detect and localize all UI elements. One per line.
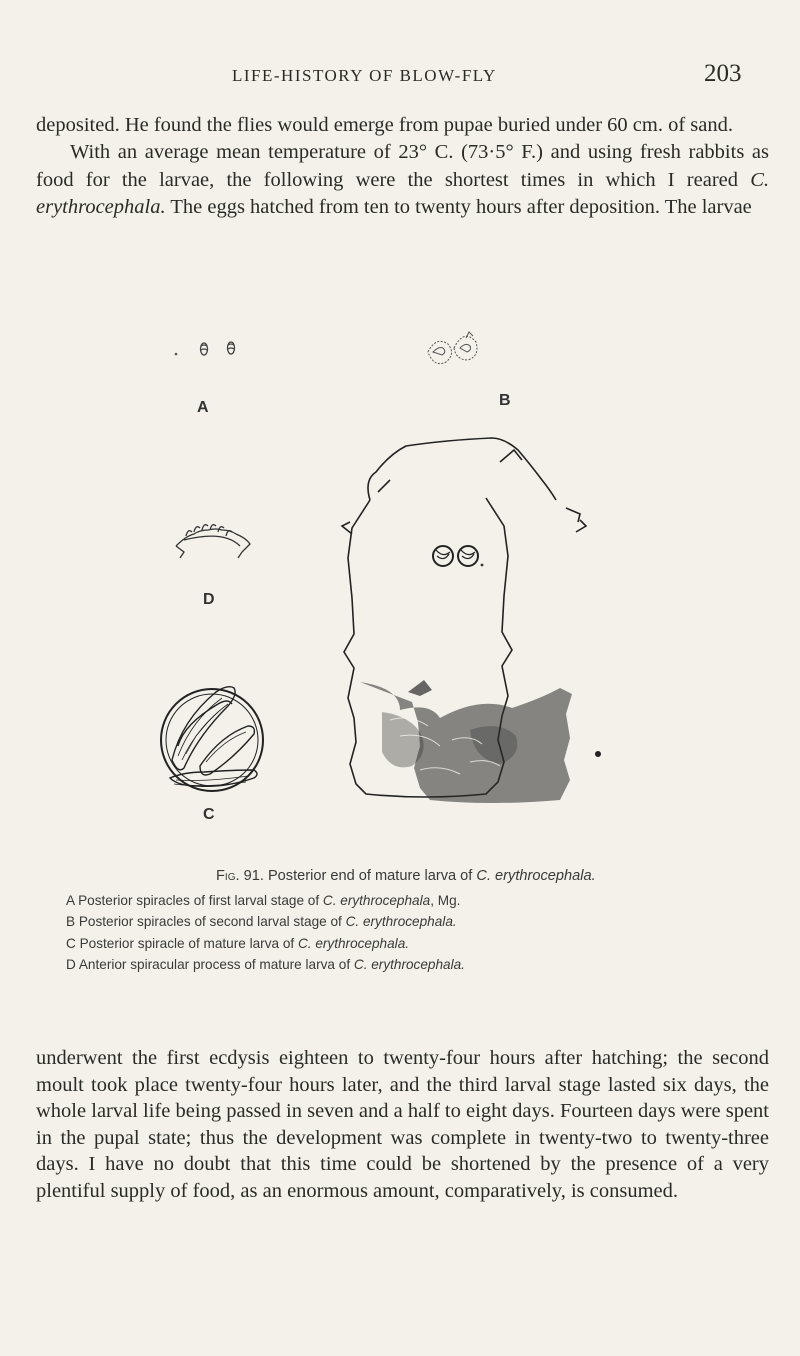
figure-caption-title bbox=[216, 868, 766, 884]
paragraph-top-continued bbox=[36, 139, 769, 221]
figure-caption bbox=[66, 868, 766, 976]
paragraph-bottom: underwent the first ecdysis eighteen to twenty-four hours after hatching; the second moult took place twenty-four hours later, and the third larval stage lasted six days, the whole larval life being passed in seven and a half to eight days. Fourteen days were spent in the pupal state; thus the development was complete in twenty-two to twenty-three days. I have no doubt that this time could be shortened by the presence of a very plentiful supply of food, as an enormous amount, comparatively, is consumed. bbox=[36, 1047, 769, 1202]
paragraph-top-line2-pre: With an average mean temperature of 23° C. (73·5° F.) and using fresh rabbits as food for the larvae, the following were the shortest times in which I reared bbox=[36, 141, 769, 191]
caption-species-d: C. erythrocephala. bbox=[353, 957, 465, 973]
caption-key-a: A bbox=[66, 893, 75, 908]
paragraph-top bbox=[36, 112, 769, 222]
paragraph-top-text bbox=[36, 112, 769, 139]
caption-item-c bbox=[66, 933, 766, 954]
caption-item-a bbox=[66, 890, 766, 911]
anterior-spiracular-process-drawing bbox=[176, 525, 250, 558]
running-head-title: LIFE-HISTORY OF BLOW-FLY bbox=[232, 66, 497, 85]
paragraph-top-species: C. erythrocephala. bbox=[36, 168, 769, 219]
caption-species-c: C. erythrocephala. bbox=[297, 935, 410, 951]
figure-label-b: B bbox=[499, 392, 511, 409]
caption-suffix-a: , Mg. bbox=[430, 893, 461, 908]
figure-caption-text: Posterior end of mature larva of bbox=[267, 868, 477, 884]
figure-label-a: A bbox=[197, 399, 209, 416]
stray-dot bbox=[595, 751, 601, 757]
posterior-spiracle-mature-drawing bbox=[161, 687, 263, 791]
figure-91 bbox=[0, 300, 800, 855]
caption-item-d bbox=[66, 954, 766, 975]
page-number: 203 bbox=[704, 60, 742, 87]
figure-label-c: C bbox=[203, 806, 215, 823]
figure-caption-species: C. erythrocephala. bbox=[476, 868, 596, 884]
caption-text-b: Posterior spiracles of second larval stage of bbox=[78, 914, 346, 930]
caption-key-d: D bbox=[66, 957, 76, 973]
caption-key-b: B bbox=[66, 914, 76, 930]
figure-drawing bbox=[0, 300, 800, 855]
running-head bbox=[0, 60, 800, 96]
figure-number: Fig. 91. bbox=[216, 868, 264, 884]
caption-text-a: Posterior spiracles of first larval stage of bbox=[78, 893, 323, 908]
caption-key-c: C bbox=[66, 935, 76, 951]
caption-text-c: Posterior spiracle of mature larva of bbox=[79, 935, 298, 951]
caption-species-a: C. erythrocephala bbox=[322, 893, 431, 908]
caption-species-b: C. erythrocephala. bbox=[345, 914, 457, 930]
spiracles-second-stage-drawing bbox=[428, 332, 477, 364]
larva-stippling bbox=[360, 680, 572, 803]
spiracles-first-stage-drawing bbox=[175, 342, 235, 355]
paragraph-top-line2-post: The eggs hatched from ten to twenty hours after deposition. The larvae bbox=[165, 196, 752, 219]
paragraph-top-line1: deposited. He found the flies would emerge from pupae buried under 60 cm. of sand. bbox=[36, 114, 733, 136]
caption-text-d: Anterior spiracular process of mature larva of bbox=[78, 957, 354, 973]
figure-label-d: D bbox=[203, 591, 215, 608]
caption-item-b bbox=[66, 911, 766, 932]
